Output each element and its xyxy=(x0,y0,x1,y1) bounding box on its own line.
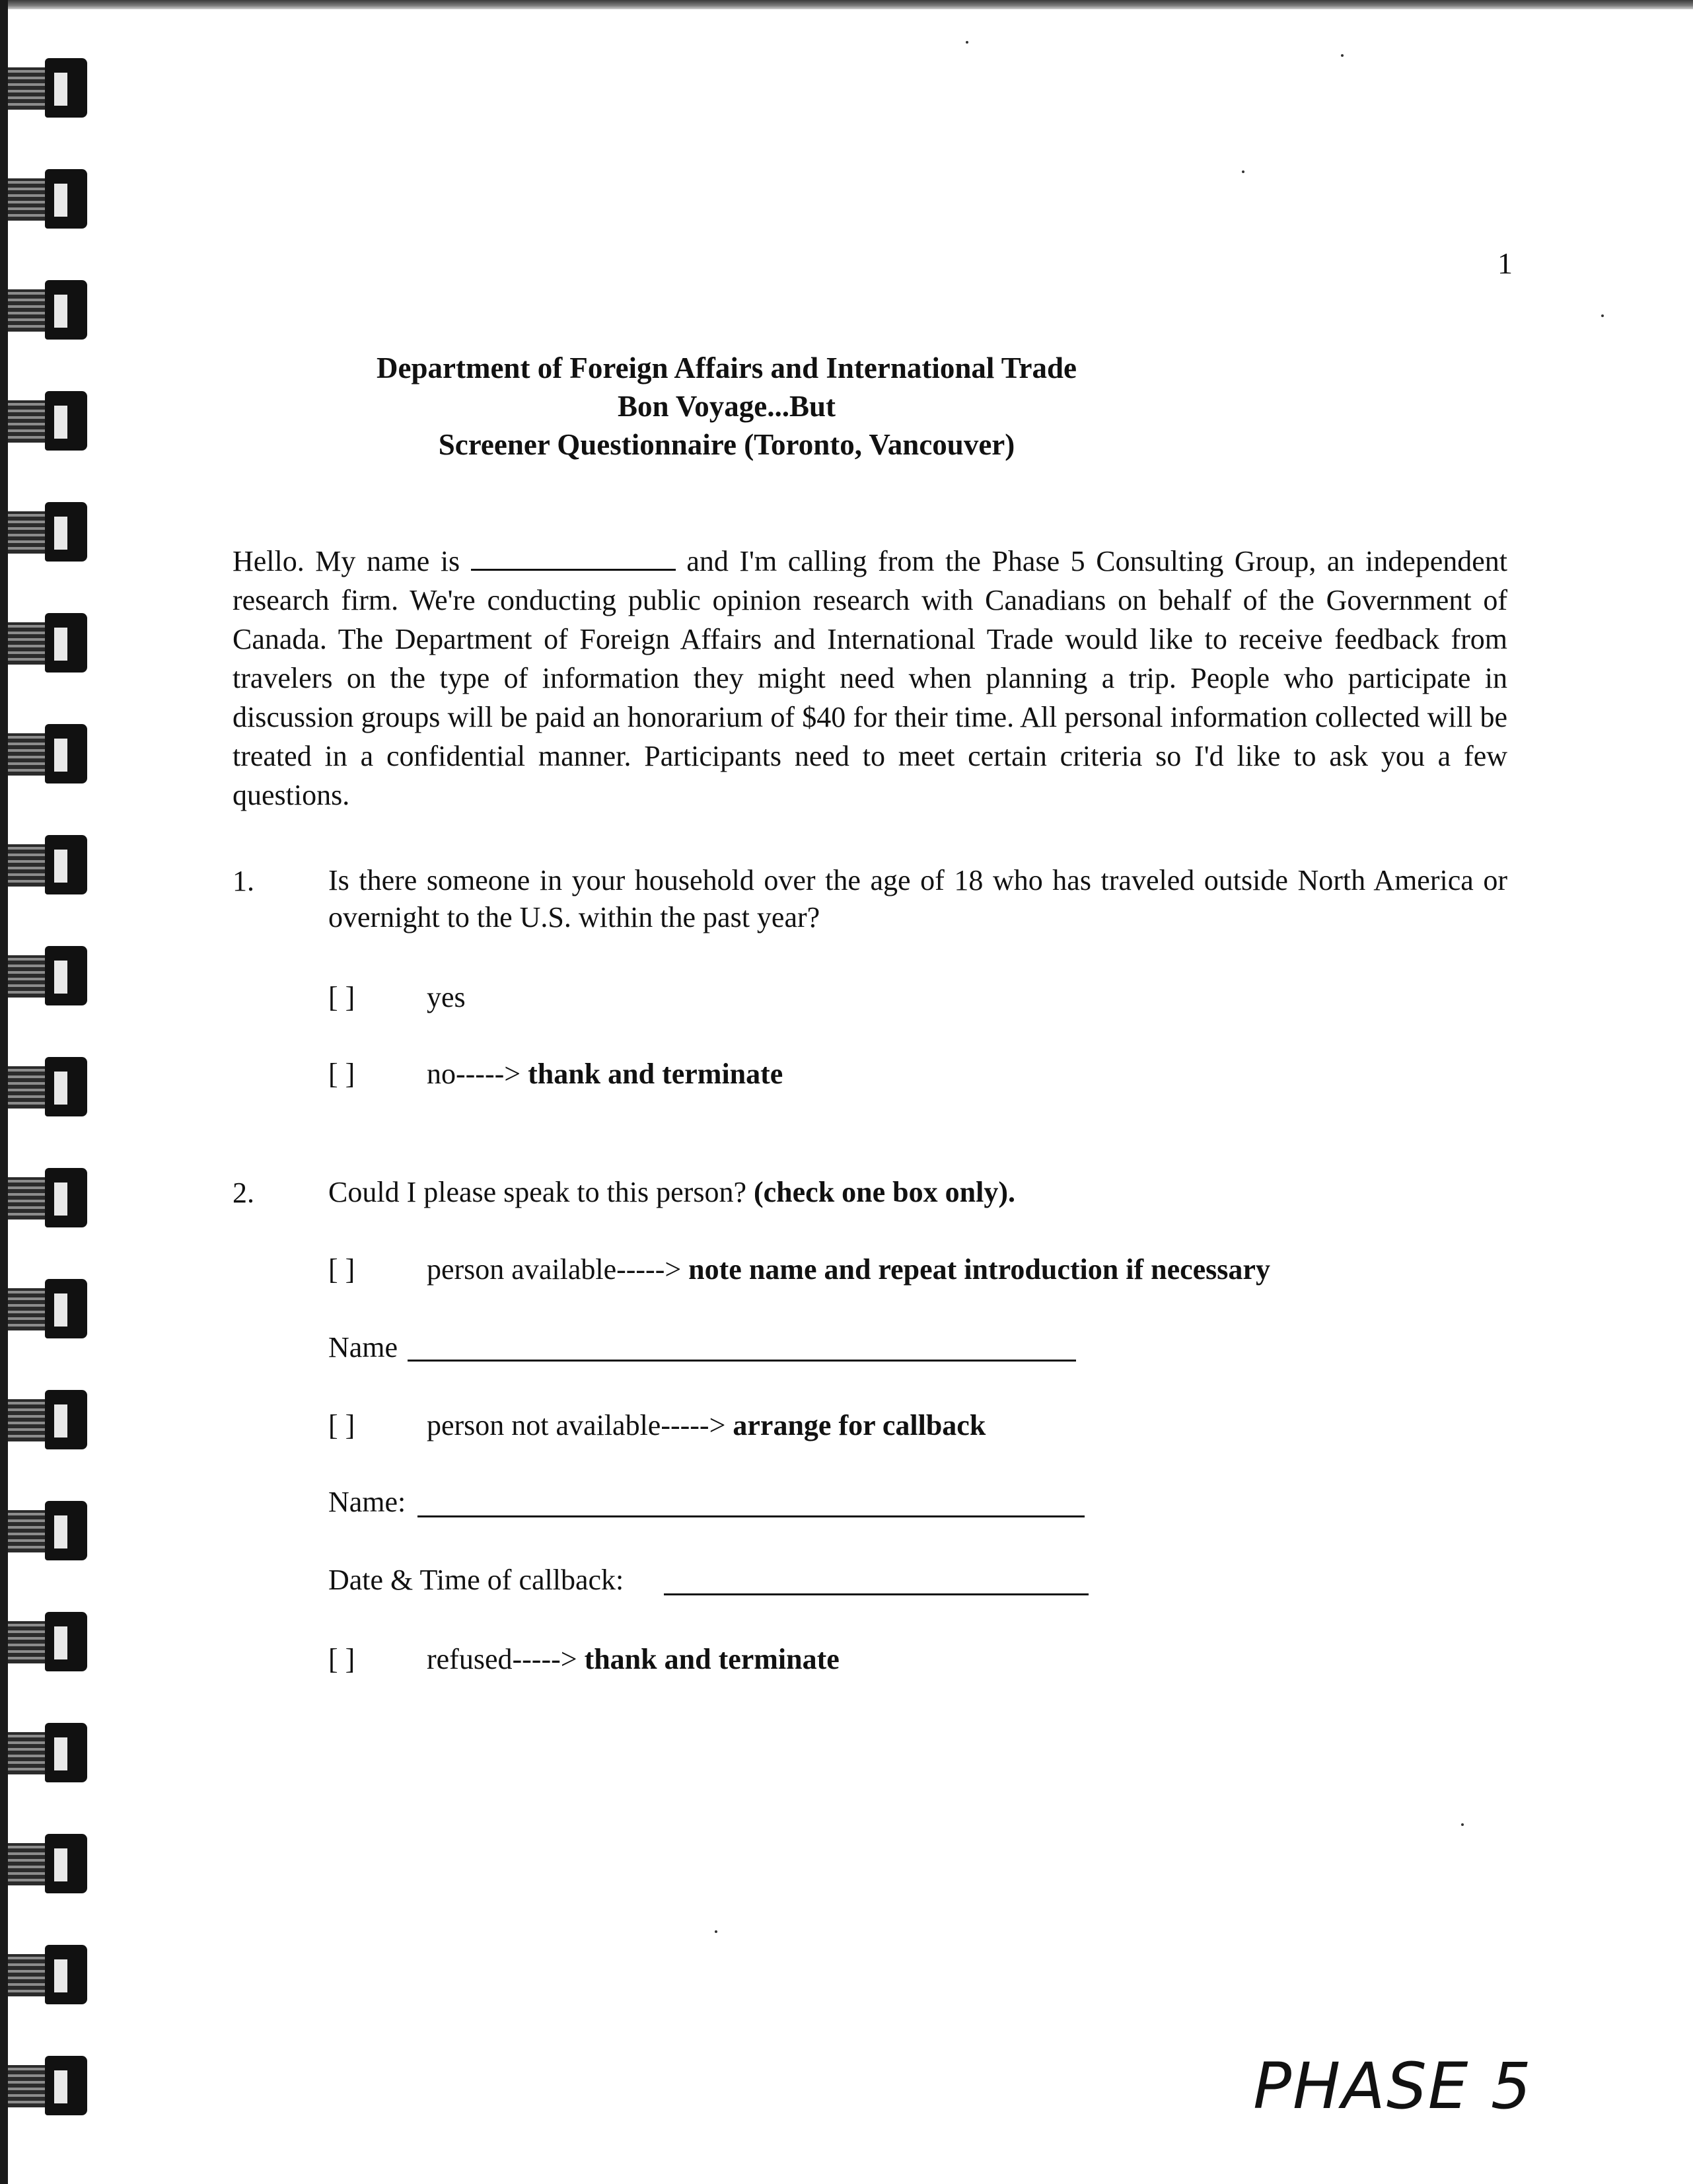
binding-ring xyxy=(0,1274,92,1353)
q2-not-available-instruction: arrange for callback xyxy=(733,1409,986,1441)
name-field-1-line[interactable] xyxy=(408,1360,1076,1362)
q2-number: 2. xyxy=(233,1177,254,1209)
q2-refused-option xyxy=(427,1642,840,1676)
spiral-binding xyxy=(0,0,99,2184)
q2-available-instruction: note name and repeat introduction if necessary xyxy=(688,1253,1270,1286)
q1-no-checkbox[interactable]: [ ] xyxy=(328,1058,355,1090)
scan-speck xyxy=(715,1930,717,1933)
q2-question xyxy=(328,1174,1015,1211)
scan-speck xyxy=(1242,170,1244,173)
q2-instruction: (check one box only). xyxy=(753,1176,1015,1208)
binding-ring xyxy=(0,941,92,1020)
name-field-2-label: Name: xyxy=(328,1486,406,1518)
binding-ring xyxy=(0,1940,92,2019)
q1-no-instruction: thank and terminate xyxy=(528,1058,783,1090)
q2-refused-instruction: thank and terminate xyxy=(584,1643,840,1675)
q2-not-available-label: person not available-----> xyxy=(427,1409,726,1441)
binding-ring xyxy=(0,2051,92,2130)
binding-ring xyxy=(0,719,92,798)
binding-ring xyxy=(0,497,92,576)
q1-text: Is there someone in your household over the age of 18 who has traveled outside North America or overnight to the U.S. within the past year? xyxy=(328,864,1507,933)
scan-top-edge xyxy=(0,0,1693,9)
scan-speck xyxy=(1601,314,1604,317)
q2-not-available-option xyxy=(427,1408,986,1442)
intro-paragraph xyxy=(233,542,1507,815)
binding-ring xyxy=(0,1163,92,1242)
binding-ring xyxy=(0,164,92,243)
binding-ring xyxy=(0,1829,92,1908)
binding-spine xyxy=(0,0,8,2184)
title-line-2: Bon Voyage...But xyxy=(617,390,836,423)
q2-text: Could I please speak to this person? xyxy=(328,1176,746,1208)
callback-field-line[interactable] xyxy=(664,1593,1089,1595)
binding-ring xyxy=(0,275,92,354)
binding-ring xyxy=(0,53,92,132)
q1-no-label: no-----> xyxy=(427,1058,521,1090)
binding-ring xyxy=(0,608,92,687)
binding-ring xyxy=(0,386,92,465)
intro-body: and I'm calling from the Phase 5 Consulting Group, an independent research firm. We're conducting public opinion research with Canadians on behalf of the Government of Canada. The Department of Foreign Affairs and International Trade would like to receive feedback from travelers on the type of information they might need when planning a trip. People who participate in discussion groups will be paid an honorarium of $40 for their time. All personal information collected will be treated in a confidential manner. Participants need to meet certain criteria so I'd like to ask you a few questions. xyxy=(233,545,1508,811)
name-field-1-label: Name xyxy=(328,1331,398,1364)
phase5-logo: PHASE 5 xyxy=(1253,2049,1532,2123)
callback-field-label: Date & Time of callback: xyxy=(328,1564,624,1596)
q2-not-available-checkbox[interactable]: [ ] xyxy=(328,1409,355,1441)
scan-speck xyxy=(1341,54,1344,57)
q2-refused-label: refused-----> xyxy=(427,1643,577,1675)
q1-yes-label: yes xyxy=(427,981,466,1013)
name-field-2-line[interactable] xyxy=(417,1515,1085,1517)
q2-refused-checkbox[interactable]: [ ] xyxy=(328,1643,355,1675)
q1-number: 1. xyxy=(233,865,254,897)
page-number: 1 xyxy=(1497,246,1513,280)
binding-ring xyxy=(0,1496,92,1575)
scan-speck xyxy=(966,41,968,44)
title-line-3: Screener Questionnaire (Toronto, Vancouver) xyxy=(438,428,1015,461)
intro-greeting: Hello. My name is xyxy=(233,545,460,577)
q2-available-label: person available-----> xyxy=(427,1253,682,1286)
q2-available-checkbox[interactable]: [ ] xyxy=(328,1253,355,1286)
q1-yes-option xyxy=(427,980,466,1014)
interviewer-name-blank xyxy=(471,545,676,571)
title-line-1: Department of Foreign Affairs and International Trade xyxy=(377,351,1077,384)
binding-ring xyxy=(0,1385,92,1464)
binding-ring xyxy=(0,1052,92,1131)
binding-ring xyxy=(0,1607,92,1686)
document-title xyxy=(198,349,1255,464)
q2-available-option xyxy=(427,1253,1270,1286)
q1-no-option xyxy=(427,1057,783,1091)
binding-ring xyxy=(0,830,92,909)
q1-yes-checkbox[interactable]: [ ] xyxy=(328,981,355,1013)
scan-speck xyxy=(1461,1823,1464,1826)
binding-ring xyxy=(0,1718,92,1797)
